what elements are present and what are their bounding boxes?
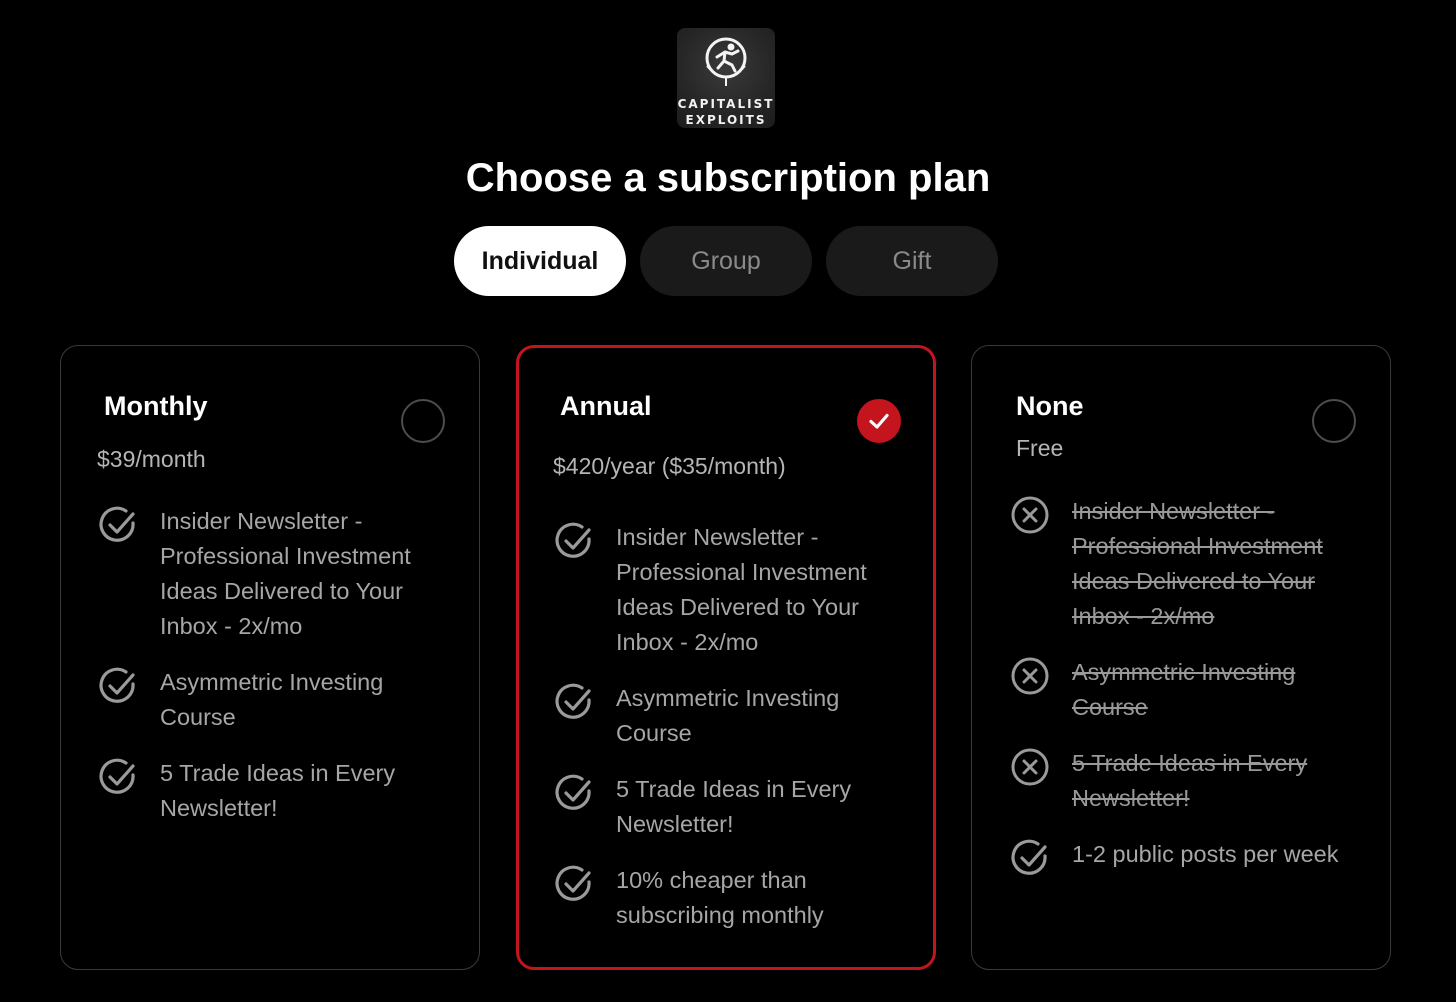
checkmark-icon	[867, 409, 891, 433]
feature-item	[1009, 746, 1379, 816]
page-title: Choose a subscription plan	[465, 156, 991, 200]
feature-text: 1-2 public posts per week	[1072, 841, 1339, 867]
feature-text: 5 Trade Ideas in Every Newsletter!	[160, 760, 396, 821]
plan-card-annual[interactable]	[516, 345, 936, 970]
runner-globe-icon	[695, 30, 757, 92]
feature-item	[553, 681, 918, 751]
feature-item	[1009, 655, 1379, 725]
feature-item	[1009, 494, 1379, 634]
feature-text: Asymmetric Investing Course	[1072, 659, 1296, 720]
x-circle-icon	[1009, 746, 1051, 788]
plan-card-monthly[interactable]	[60, 345, 480, 970]
x-circle-icon	[1009, 655, 1051, 697]
feature-text: 10% cheaper than subscribing monthly	[616, 867, 824, 928]
check-circle-icon	[553, 520, 595, 562]
plan-card-none[interactable]	[971, 345, 1391, 970]
check-circle-icon	[97, 665, 139, 707]
check-circle-icon	[1009, 837, 1051, 879]
plan-name: Monthly	[104, 391, 208, 421]
feature-text: 5 Trade Ideas in Every Newsletter!	[616, 776, 852, 837]
feature-item	[97, 756, 457, 826]
check-circle-icon	[97, 756, 139, 798]
logo-text-line2: EXPLOITS	[685, 113, 767, 127]
feature-text: Asymmetric Investing Course	[160, 669, 384, 730]
feature-item	[553, 772, 918, 842]
feature-item	[97, 504, 457, 644]
plan-name: None	[1016, 391, 1084, 421]
x-circle-icon	[1009, 494, 1051, 536]
tab-individual[interactable]: Individual	[454, 226, 626, 296]
feature-item	[1009, 837, 1389, 877]
feature-text: Asymmetric Investing Course	[616, 685, 840, 746]
plan-price: Free	[1016, 435, 1064, 461]
check-circle-icon	[97, 504, 139, 546]
brand-logo	[677, 28, 775, 128]
logo-text-line1: CAPITALIST	[677, 97, 775, 111]
plan-price: $39/month	[97, 446, 206, 472]
check-circle-icon	[553, 772, 595, 814]
tab-gift[interactable]: Gift	[826, 226, 998, 296]
feature-item	[553, 520, 918, 660]
check-circle-icon	[553, 681, 595, 723]
feature-text: 5 Trade Ideas in Every Newsletter!	[1072, 750, 1308, 811]
feature-text: Insider Newsletter - Professional Investment Ideas Delivered to Your Inbox - 2x/mo	[1072, 498, 1323, 629]
plan-name: Annual	[560, 391, 652, 421]
plan-radio-monthly[interactable]	[401, 399, 445, 443]
plan-radio-none[interactable]	[1312, 399, 1356, 443]
check-circle-icon	[553, 863, 595, 905]
feature-item	[97, 665, 457, 735]
feature-item	[553, 863, 918, 933]
plan-radio-annual[interactable]	[857, 399, 901, 443]
tab-group[interactable]: Group	[640, 226, 812, 296]
plan-price: $420/year ($35/month)	[553, 453, 786, 479]
feature-text: Insider Newsletter - Professional Investment Ideas Delivered to Your Inbox - 2x/mo	[160, 508, 411, 639]
feature-text: Insider Newsletter - Professional Investment Ideas Delivered to Your Inbox - 2x/mo	[616, 524, 867, 655]
